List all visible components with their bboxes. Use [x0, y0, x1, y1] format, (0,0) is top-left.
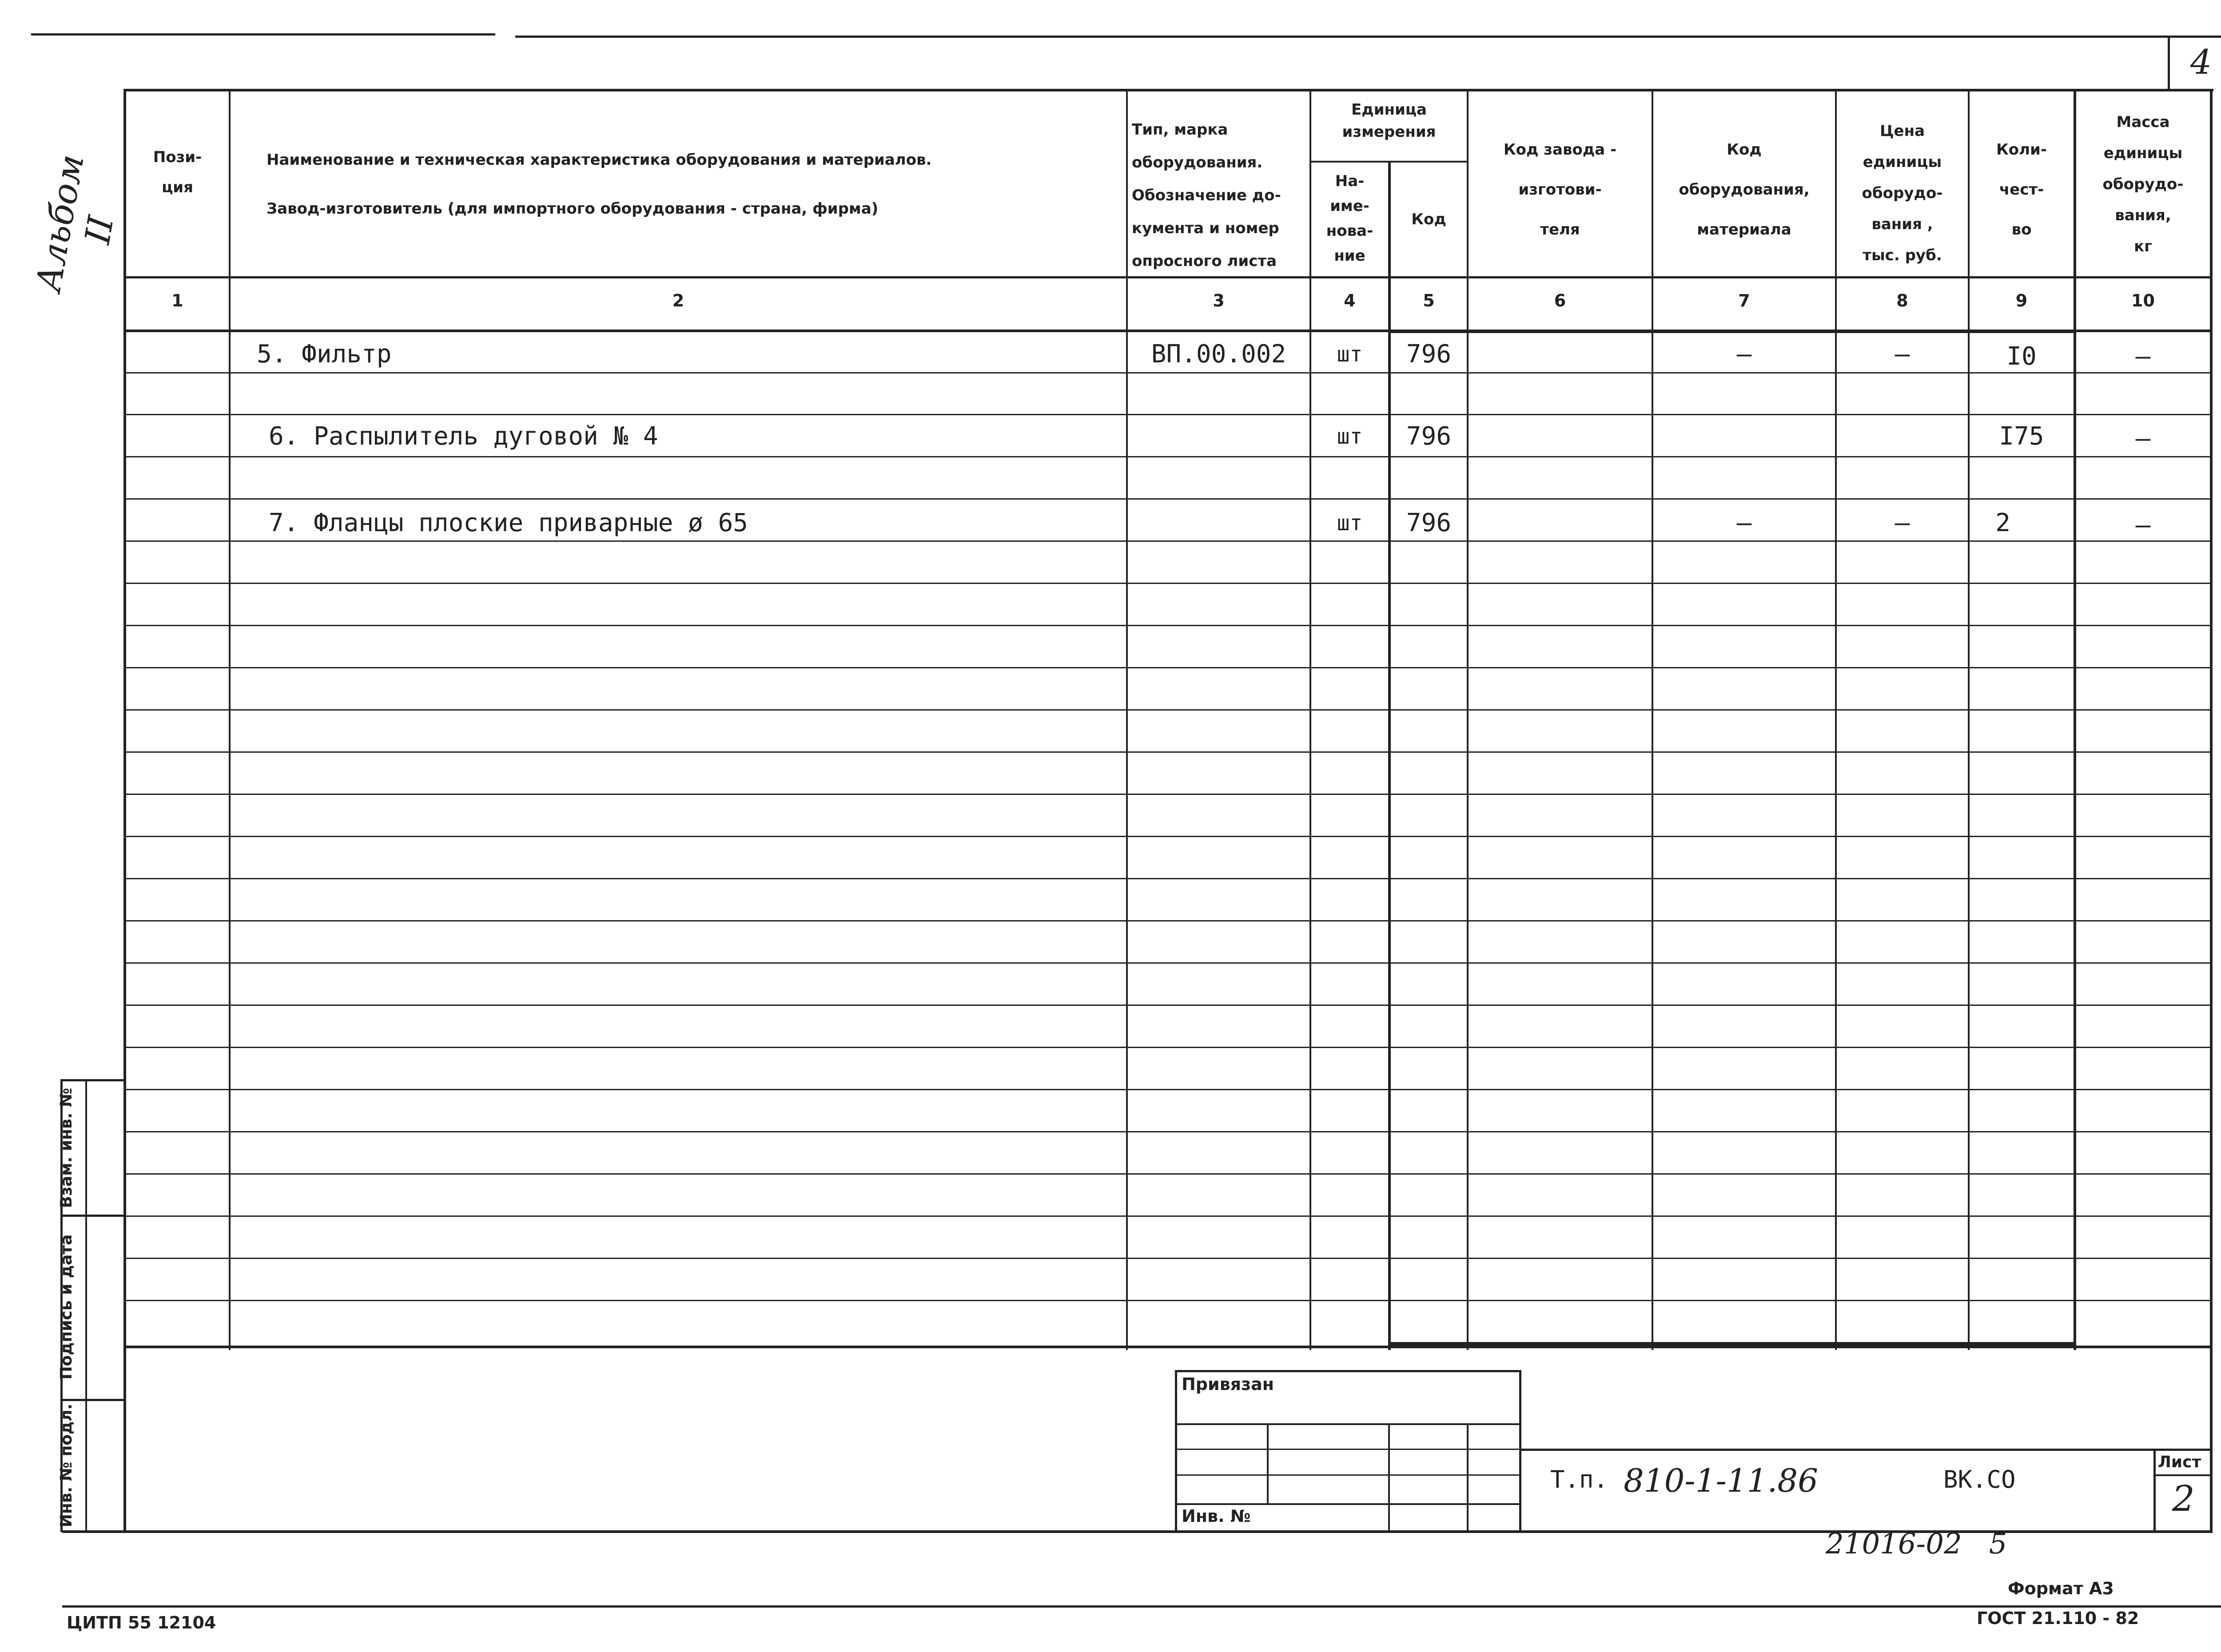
bottom-rule — [62, 1605, 2221, 1608]
binding-row2 — [1175, 1449, 1521, 1450]
row-line — [123, 920, 2211, 921]
page-number: 4 — [2190, 42, 2212, 82]
header-line: оборудования, — [1679, 181, 1810, 199]
row-line — [123, 1089, 2211, 1090]
header-line: Код — [1411, 210, 1446, 228]
column-number: 1 — [171, 291, 183, 310]
title-block-top — [1521, 1449, 2211, 1451]
row-line — [123, 962, 2211, 964]
item-quantity: I75 — [1999, 422, 2044, 451]
header-line: тыс. руб. — [1863, 246, 1942, 264]
header-line: материала — [1697, 221, 1791, 238]
row-line — [123, 1005, 2211, 1006]
header-equipment-code — [1653, 130, 1835, 250]
header-line: вания , — [1871, 215, 1933, 233]
binding-col2 — [1388, 1423, 1390, 1532]
header-unit-code — [1391, 204, 1467, 234]
side-stamp-inventory: Инв. № подл. — [57, 1403, 76, 1528]
row-line — [123, 1131, 2211, 1132]
header-line: единицы — [2103, 144, 2183, 162]
binding-row4 — [1175, 1503, 1521, 1505]
header-line: оборудо- — [1862, 184, 1943, 202]
row-line — [123, 456, 2211, 457]
row-line — [123, 372, 2211, 373]
header-line: име- — [1330, 197, 1369, 215]
top-rule-left — [31, 33, 495, 36]
item-unit-code: 796 — [1406, 340, 1452, 369]
frame-top — [123, 89, 2213, 91]
binding-top — [1175, 1370, 1521, 1372]
row-line — [123, 794, 2211, 795]
item-unit-name: шт — [1337, 342, 1363, 367]
table-bottom — [123, 1346, 2211, 1348]
bold-block-top — [1388, 330, 2076, 333]
item-type: ВП.00.002 — [1151, 340, 1286, 369]
header-line: Тип, марка — [1132, 121, 1228, 139]
header-line: Обозначение до- — [1132, 187, 1281, 204]
header-price — [1837, 115, 1968, 271]
column-number: 3 — [1213, 291, 1225, 310]
item-equipment-code: – — [1736, 340, 1752, 369]
header-quantity — [1970, 130, 2074, 250]
row-line — [123, 625, 2211, 626]
sheet-label: Лист — [2158, 1453, 2201, 1471]
binding-row3 — [1175, 1474, 1521, 1476]
item-unit-name: шт — [1337, 511, 1363, 536]
item-unit-code: 796 — [1406, 508, 1452, 537]
header-line: оборудования. — [1132, 154, 1263, 171]
header-line: теля — [1540, 221, 1580, 238]
header-line: Завод-изготовитель (для импортного оборудования - страна, фирма) — [267, 200, 879, 218]
unit-header-split — [1310, 161, 1468, 163]
row-line — [123, 1258, 2211, 1259]
header-line: Пози- — [153, 148, 202, 166]
column-number: 6 — [1554, 291, 1566, 310]
item-quantity: I0 — [2006, 342, 2037, 371]
item-name: 5. Фильтр — [257, 340, 392, 369]
column-number: 7 — [1738, 291, 1750, 310]
header-unit-group — [1311, 99, 1467, 143]
header-line: Код — [1727, 141, 1762, 159]
document-code: ВК.СО — [1943, 1465, 2016, 1493]
sheet-box-split — [2153, 1474, 2211, 1476]
header-line: Цена — [1879, 122, 1925, 140]
album-note: Альбом II — [28, 151, 122, 294]
item-price: – — [1895, 508, 1910, 537]
row-line — [123, 1047, 2211, 1048]
header-line: чест- — [1999, 181, 2044, 199]
top-rule-right — [515, 36, 2221, 38]
item-unit-name: шт — [1337, 424, 1363, 449]
format-label: Формат А3 — [2008, 1579, 2114, 1598]
row-line — [123, 836, 2211, 837]
row-line — [123, 583, 2211, 584]
header-line: вания, — [2115, 206, 2171, 224]
header-line: Единица — [1351, 101, 1427, 119]
header-line: ние — [1334, 247, 1365, 265]
header-line: кг — [2134, 238, 2152, 255]
bold-block-bottom — [1388, 1342, 2076, 1346]
tp-label: Т.п. — [1550, 1465, 1608, 1493]
header-line: опросного листа — [1132, 252, 1277, 270]
row-line — [123, 1300, 2211, 1301]
tp-number: 810-1-11.86 — [1624, 1462, 1819, 1499]
item-price: – — [1895, 340, 1910, 369]
item-unit-code: 796 — [1406, 422, 1452, 451]
binding-col1 — [1267, 1423, 1269, 1503]
header-line: оборудо- — [2102, 175, 2184, 193]
header-line: Коли- — [1996, 141, 2047, 159]
header-line: во — [2011, 221, 2032, 238]
item-mass: – — [2135, 511, 2151, 540]
row-line — [123, 1173, 2211, 1175]
header-line: кумента и номер — [1132, 219, 1279, 237]
binding-left — [1175, 1370, 1177, 1532]
binding-col3 — [1467, 1423, 1469, 1532]
side-stamp-signature: Подпись и дата — [57, 1234, 76, 1380]
header-unit-name — [1311, 169, 1388, 268]
sheet-number: 2 — [2172, 1478, 2195, 1519]
side-stamp-mid — [85, 1079, 87, 1532]
page-number-box-left — [2168, 36, 2170, 91]
item-mass: – — [2135, 342, 2151, 371]
binding-right — [1519, 1370, 1521, 1532]
header-line: измерения — [1342, 123, 1436, 141]
header-name — [267, 135, 1066, 233]
header-line: Масса — [2116, 113, 2170, 131]
row-line — [123, 878, 2211, 879]
header-factory-code — [1469, 130, 1652, 250]
header-position — [126, 142, 229, 203]
header-line: единицы — [1863, 153, 1942, 171]
header-line: Код завода - — [1503, 141, 1617, 159]
handwritten-number: 21016-02 5 — [1826, 1528, 2007, 1561]
header-line: Наименование и техническая характеристика оборудования и материалов. — [267, 151, 932, 169]
header-type — [1132, 113, 1307, 278]
frame-right — [2210, 89, 2213, 1533]
header-line: нова- — [1326, 222, 1373, 240]
column-number: 10 — [2131, 291, 2155, 310]
column-number: 5 — [1423, 291, 1435, 310]
row-line — [123, 667, 2211, 668]
header-line: изготови- — [1518, 181, 1602, 199]
side-stamp-replace: Взам. инв. № — [57, 1088, 76, 1208]
item-name: 6. Распылитель дуговой № 4 — [269, 422, 658, 451]
inventory-label: Инв. № — [1182, 1506, 1251, 1526]
row-line — [123, 709, 2211, 711]
row-line — [123, 1215, 2211, 1217]
column-number: 4 — [1344, 291, 1356, 310]
row-line — [123, 751, 2211, 753]
column-number: 8 — [1896, 291, 1908, 310]
row-line — [123, 414, 2211, 415]
gost-label: ГОСТ 21.110 - 82 — [1977, 1608, 2139, 1628]
item-quantity: 2 — [1995, 508, 2010, 537]
column-number: 9 — [2015, 291, 2028, 310]
header-line: ция — [162, 179, 193, 196]
item-mass: – — [2135, 424, 2151, 453]
binding-row1 — [1175, 1423, 1521, 1425]
item-equipment-code: – — [1736, 508, 1752, 537]
citp-label: ЦИТП 55 12104 — [67, 1613, 216, 1632]
row-line — [123, 540, 2211, 542]
item-name: 7. Фланцы плоские приварные ø 65 — [269, 508, 748, 537]
binding-label: Привязан — [1182, 1374, 1274, 1394]
row-line — [123, 498, 2211, 500]
column-number: 2 — [672, 291, 685, 310]
header-mass — [2076, 107, 2210, 262]
header-line: На- — [1335, 172, 1365, 190]
